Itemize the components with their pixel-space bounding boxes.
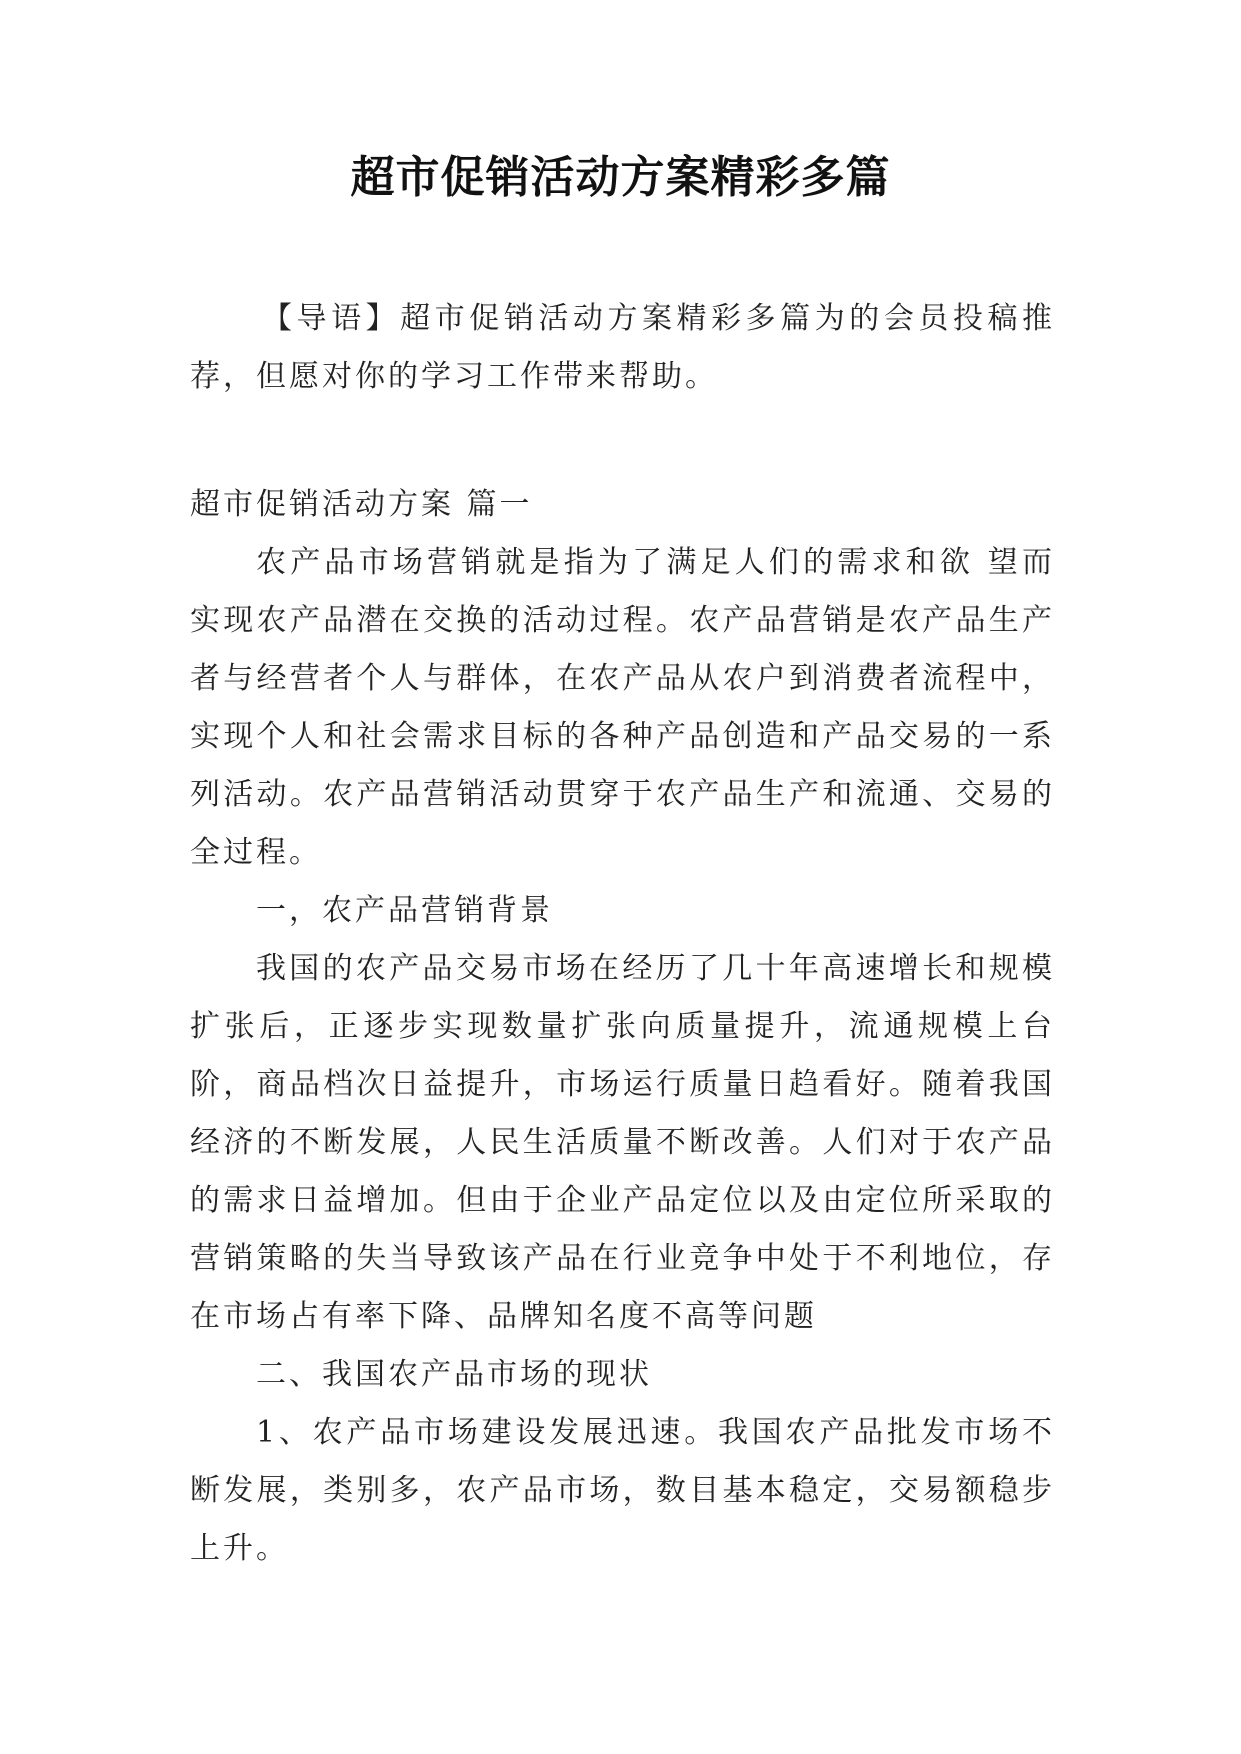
paragraph-heading-1: 一，农产品营销背景 [256,893,553,928]
paragraph-heading-2: 二、我国农产品市场的现状 [256,1357,652,1392]
paragraph-3: 1、农产品市场建设发展迅速。我国农产品批发市场不断发展，类别多，农产品市场，数目基本稳定，交易额稳步上升。 [190,1415,1055,1566]
document-title: 超市促销活动方案精彩多篇 [350,152,891,203]
intro-paragraph: 【导语】超市促销活动方案精彩多篇为的会员投稿推荐，但愿对你的学习工作带来帮助。 [190,301,1055,394]
paragraph-1: 农产品市场营销就是指为了满足人们的需求和欲 望而实现农产品潜在交换的活动过程。农产品营销是农产品生产者与经营者个人与群体，在农产品从农户到消费者流程中，实现个人和社会需求目标的各种产品创造和产品交易的一系列活动。农产品营销活动贯穿于农产品生产和流通、交易的全过程。 [190,545,1055,870]
document-body [190,290,1055,1578]
paragraph-2: 我国的农产品交易市场在经历了几十年高速增长和规模扩张后，正逐步实现数量扩张向质量提升，流通规模上台阶，商品档次日益提升，市场运行质量日趋看好。随着我国经济的不断发展，人民生活质量不断改善。人们对于农产品的需求日益增加。但由于企业产品定位以及由定位所采取的营销策略的失当导致该产品在行业竞争中处于不利地位，存在市场占有率下降、品牌知名度不高等问题 [190,951,1055,1334]
section-title: 超市促销活动方案 篇一 [190,487,533,522]
spacer [190,406,1055,476]
